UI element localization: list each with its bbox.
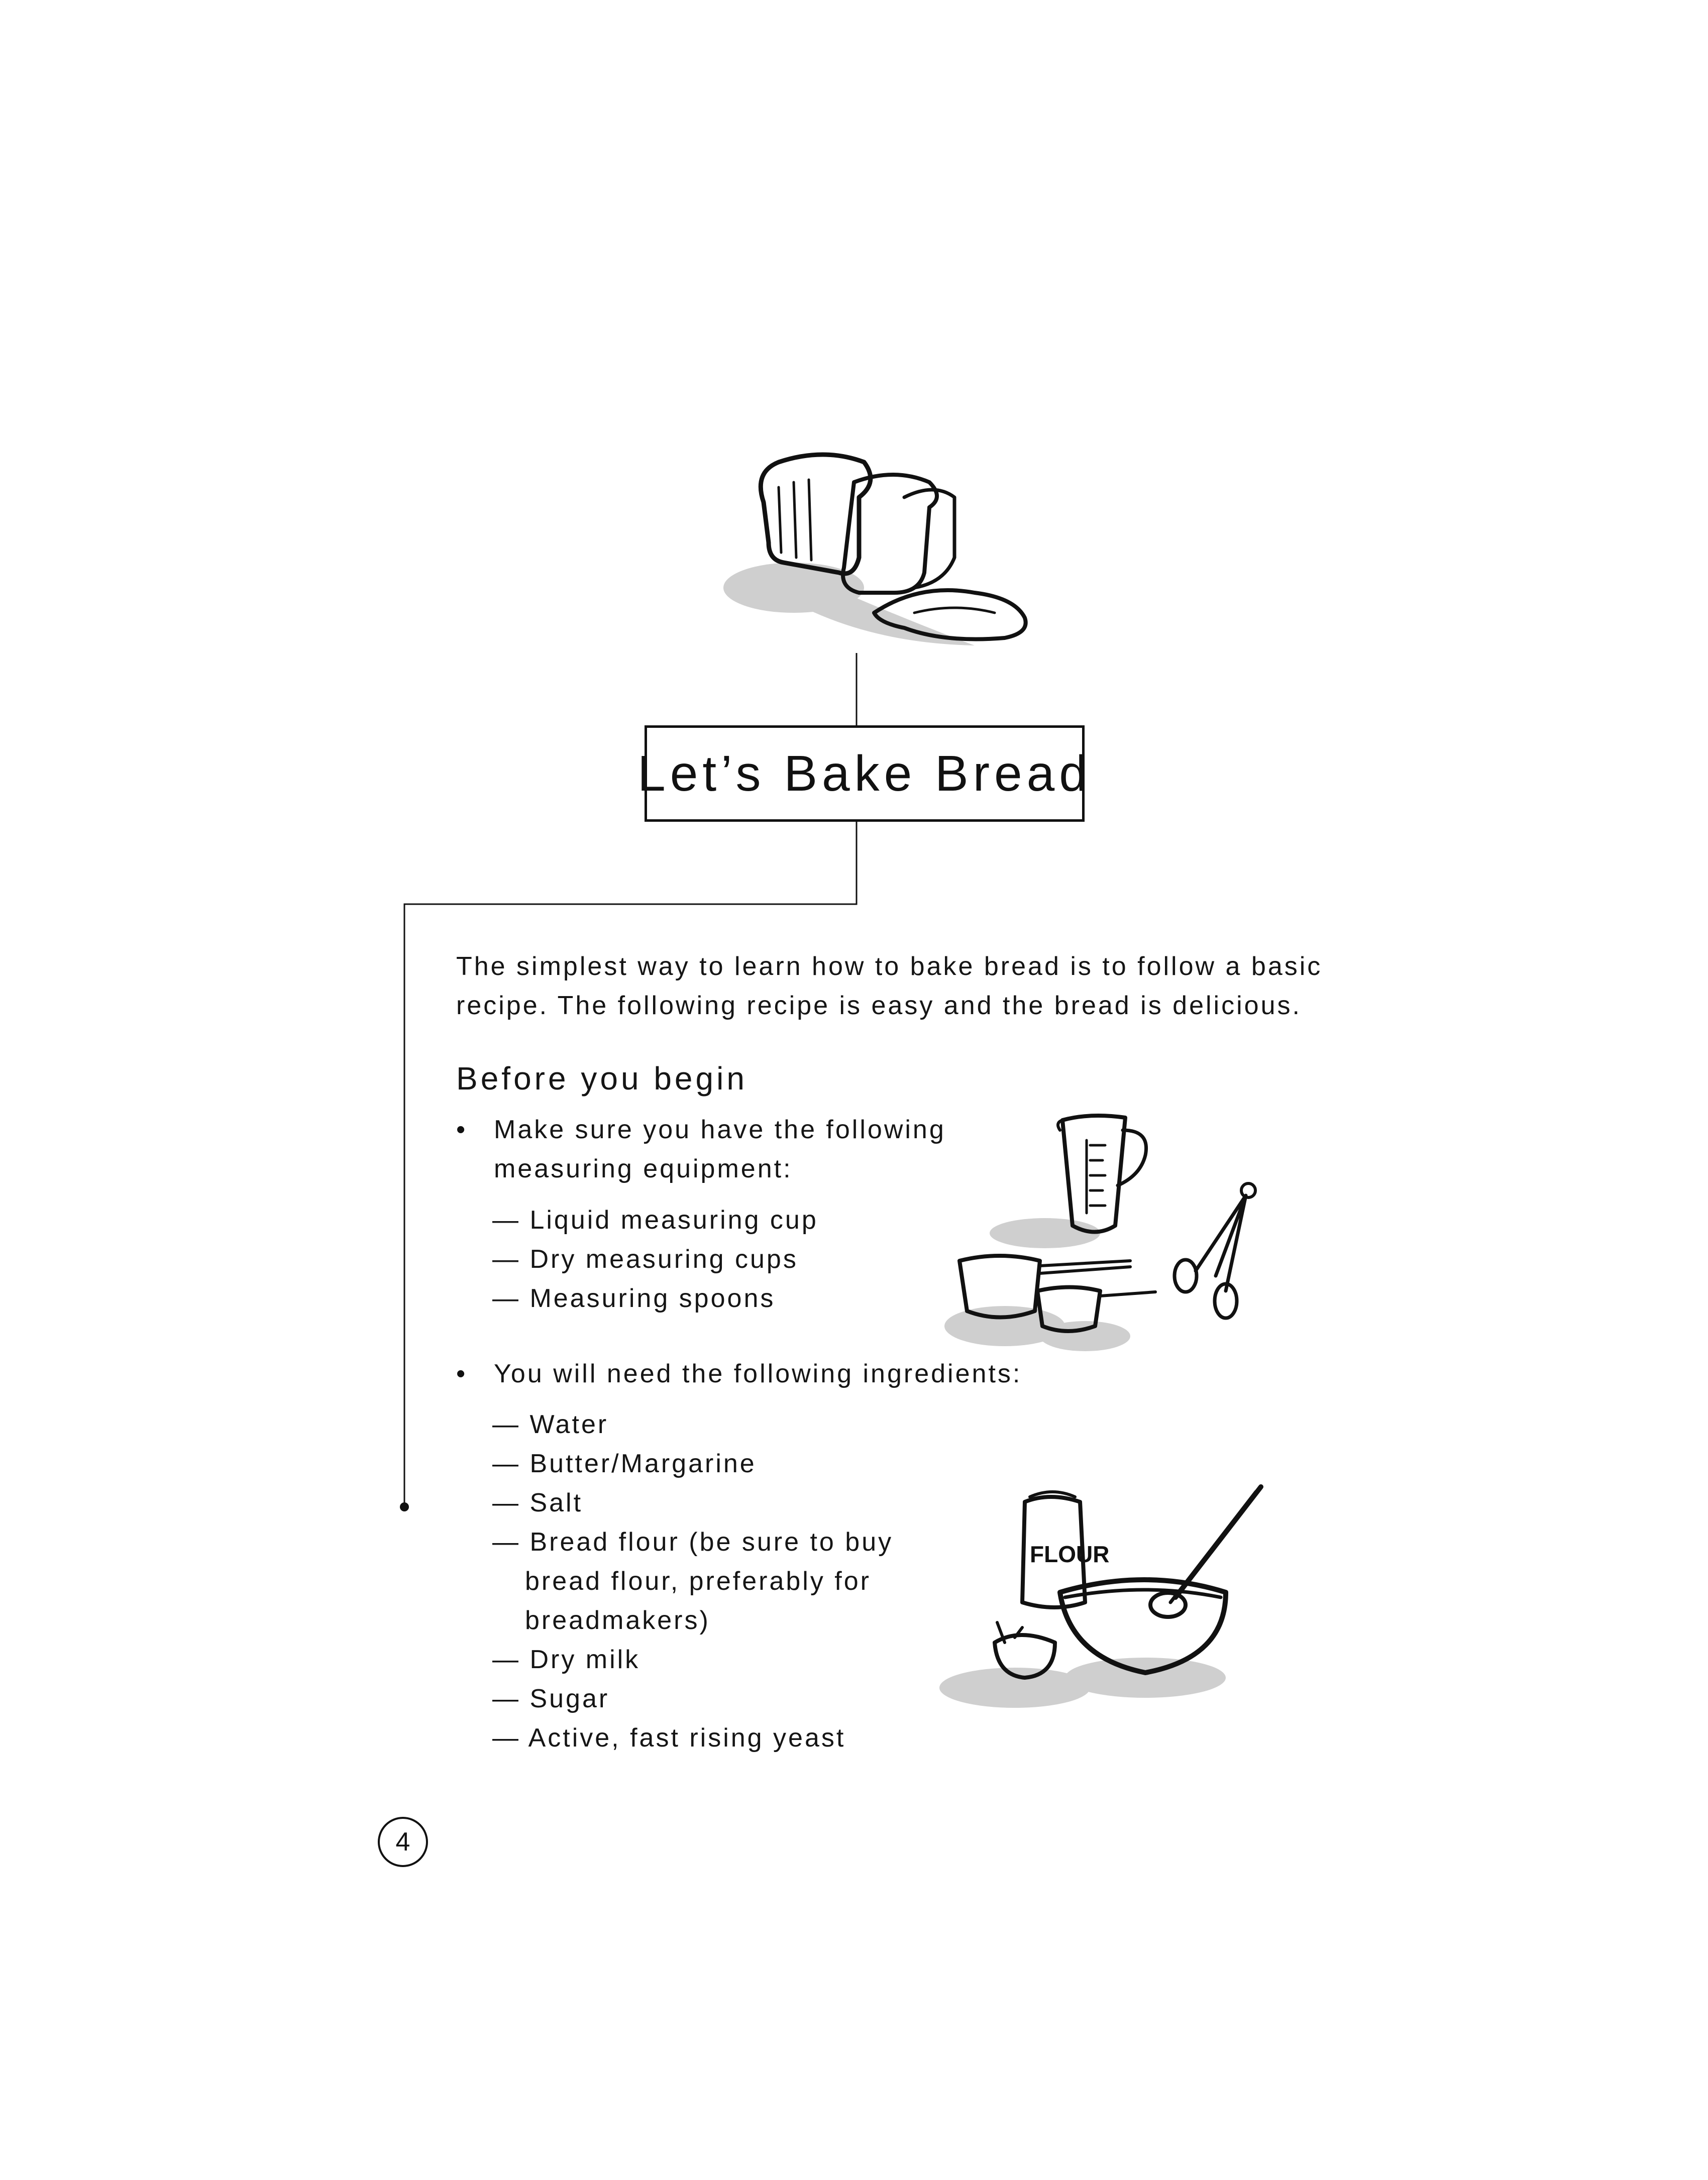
page-title: Let’s Bake Bread — [637, 745, 1092, 802]
equipment-item: — Measuring spoons — [492, 1284, 776, 1313]
equipment-line-1: Make sure you have the following — [494, 1115, 946, 1144]
ingredient-item: — Bread flour (be sure to buy — [492, 1528, 894, 1557]
bullet-ingredients: • — [456, 1359, 466, 1388]
equipment-line-2: measuring equipment: — [494, 1154, 793, 1183]
measuring-cups-icon — [944, 1105, 1276, 1356]
equipment-item: — Dry measuring cups — [492, 1245, 798, 1274]
ingredient-item-continued: breadmakers) — [525, 1606, 710, 1635]
intro-line-1: The simplest way to learn how to bake bread is to follow a basic — [456, 952, 1323, 981]
bullet-equipment: • — [456, 1115, 466, 1144]
ingredient-item: — Sugar — [492, 1684, 610, 1713]
page-number: 4 — [378, 1817, 428, 1867]
mixing-bowl-icon — [934, 1477, 1276, 1718]
ingredients-line: You will need the following ingredients: — [494, 1359, 1022, 1388]
ingredient-item: — Active, fast rising yeast — [492, 1723, 846, 1753]
ingredient-item: — Water — [492, 1410, 609, 1439]
flour-label: FLOUR — [1030, 1541, 1110, 1567]
intro-line-2: recipe. The following recipe is easy and the bread is delicious. — [456, 991, 1302, 1020]
ingredient-item: — Dry milk — [492, 1645, 640, 1674]
bread-loaf-icon — [693, 442, 1045, 663]
section-heading: Before you begin — [456, 1060, 748, 1097]
title-box — [637, 725, 1092, 822]
equipment-item: — Liquid measuring cup — [492, 1206, 818, 1235]
ingredient-item-continued: bread flour, preferably for — [525, 1567, 871, 1596]
ingredient-item: — Salt — [492, 1488, 583, 1517]
ingredient-item: — Butter/Margarine — [492, 1449, 757, 1478]
